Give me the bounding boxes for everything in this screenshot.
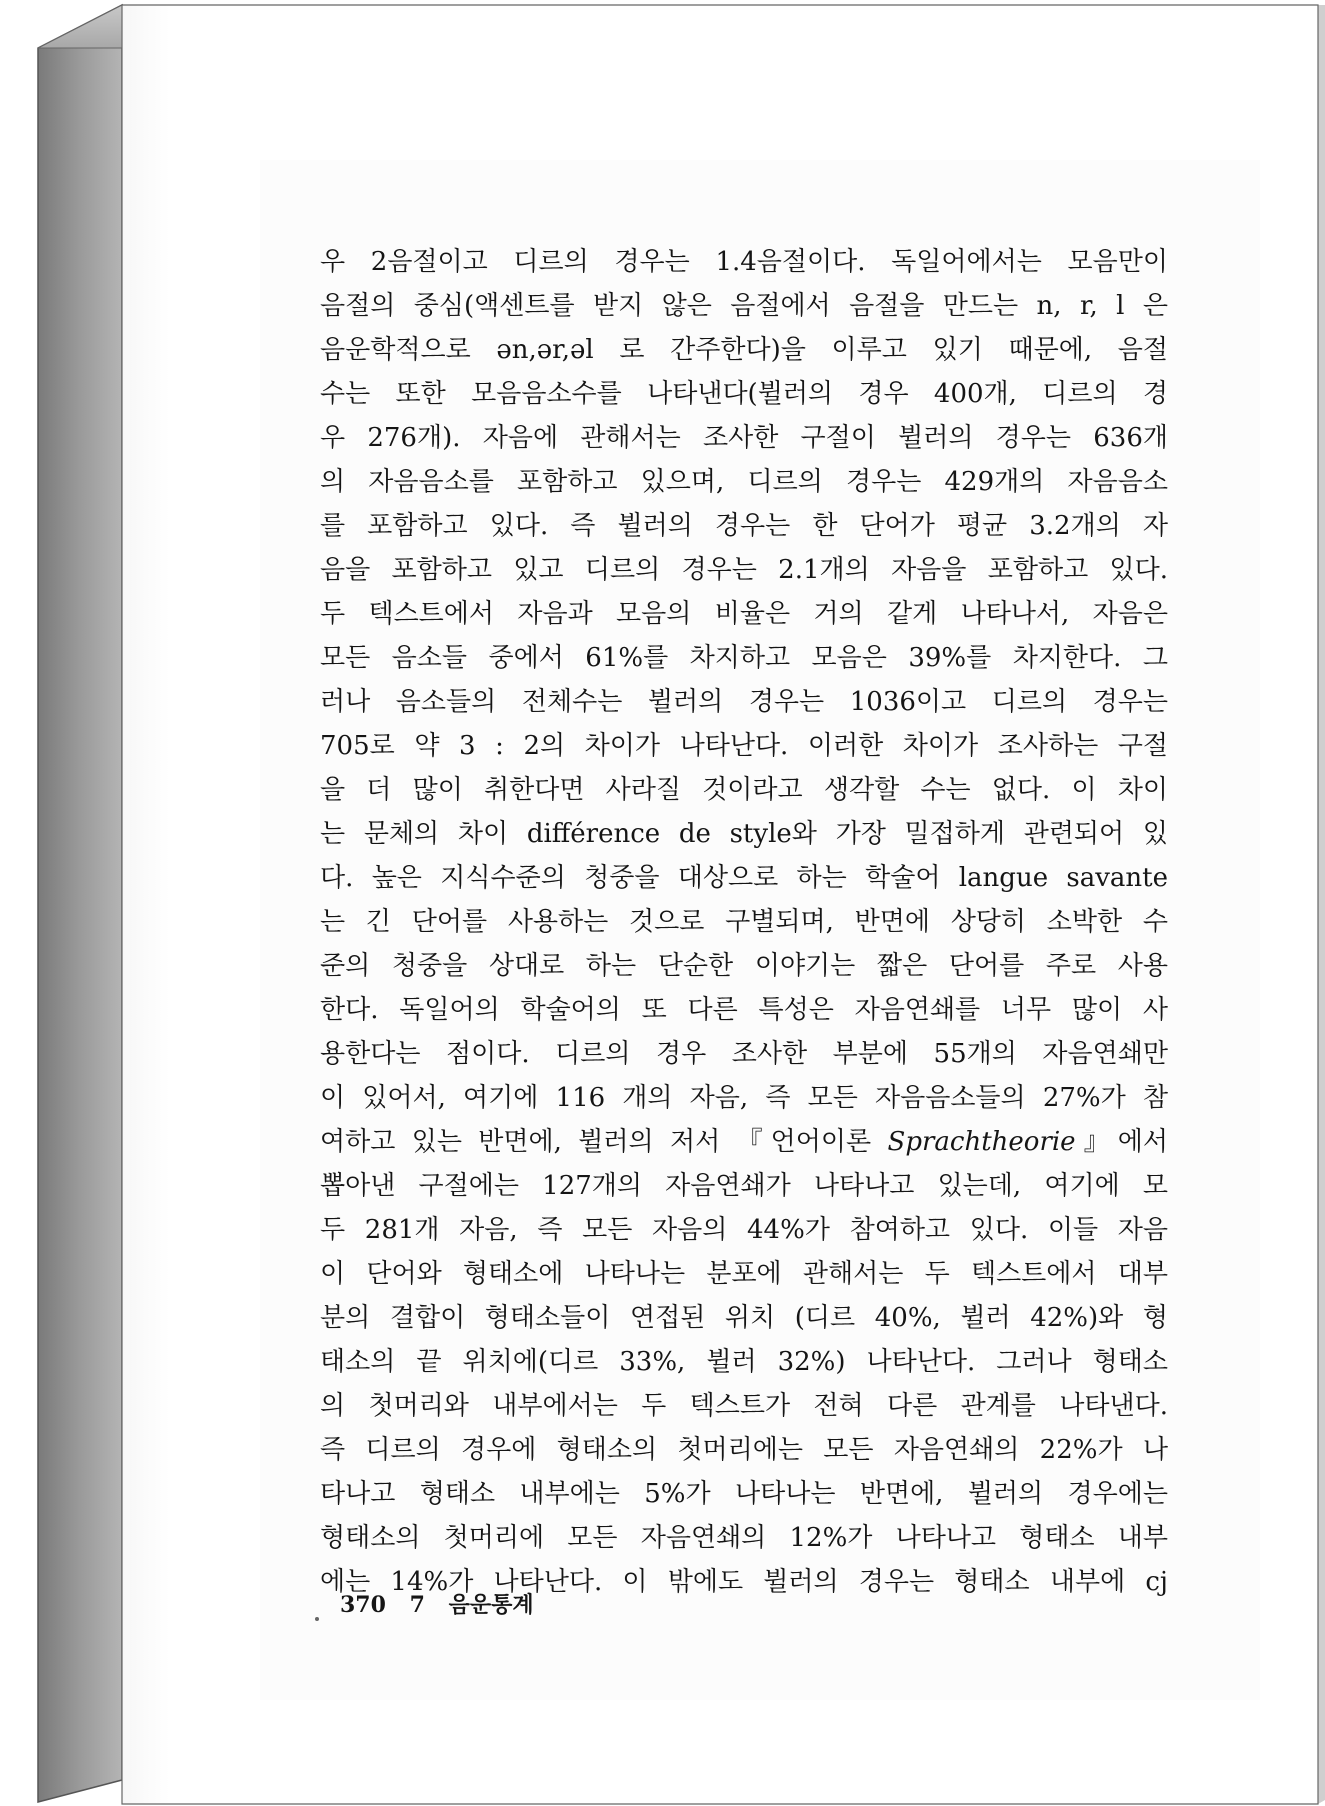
scan-dot	[315, 1617, 319, 1621]
text-line: 여하고 있는 반면에, 뷜러의 저서 『언어이론 Sprachtheorie』에서	[320, 1127, 1168, 1157]
text-line: 분의 결합이 형태소들이 연접된 위치 (디르 40%, 뷜러 42%)와 형	[320, 1303, 1168, 1333]
text-line: 두 텍스트에서 자음과 모음의 비율은 거의 같게 나타나서, 자음은	[320, 599, 1168, 629]
text-line: 즉 디르의 경우에 형태소의 첫머리에는 모든 자음연쇄의 22%가 나	[320, 1435, 1168, 1465]
text-line: 를 포함하고 있다. 즉 뷜러의 경우는 한 단어가 평균 3.2개의 자	[320, 511, 1168, 541]
text-line: 다. 높은 지식수준의 청중을 대상으로 하는 학술어 langue savante	[320, 863, 1168, 893]
body-text	[320, 240, 1168, 1604]
chapter-number: 7	[409, 1592, 425, 1618]
text-line: 이 단어와 형태소에 나타나는 분포에 관해서는 두 텍스트에서 대부	[320, 1259, 1168, 1289]
text-line: 는 긴 단어를 사용하는 것으로 구별되며, 반면에 상당히 소박한 수	[320, 907, 1168, 937]
text-line: 수는 또한 모음음소수를 나타낸다(뷜러의 경우 400개, 디르의 경	[320, 379, 1168, 409]
text-line: 형태소의 첫머리에 모든 자음연쇄의 12%가 나타나고 형태소 내부	[320, 1523, 1168, 1553]
text-line: 우 2음절이고 디르의 경우는 1.4음절이다. 독일어에서는 모음만이	[320, 247, 1168, 277]
text-line: 용한다는 점이다. 디르의 경우 조사한 부분에 55개의 자음연쇄만	[320, 1039, 1168, 1069]
book-spine	[38, 5, 122, 1802]
text-line: 의 첫머리와 내부에서는 두 텍스트가 전혀 다른 관계를 나타낸다.	[320, 1391, 1168, 1421]
text-line: 러나 음소들의 전체수는 뷜러의 경우는 1036이고 디르의 경우는	[320, 687, 1168, 717]
text-line: 을 더 많이 취한다면 사라질 것이라고 생각할 수는 없다. 이 차이	[320, 775, 1168, 805]
text-line: 우 276개). 자음에 관해서는 조사한 구절이 뷜러의 경우는 636개	[320, 423, 1168, 453]
book-right-edge	[1318, 5, 1325, 1804]
text-line: 준의 청중을 상대로 하는 단순한 이야기는 짧은 단어를 주로 사용	[320, 951, 1168, 981]
italic-title: Sprachtheorie	[887, 1127, 1076, 1157]
text-line: 음절의 중심(액센트를 받지 않은 음절에서 음절을 만드는 n, r, l 은	[320, 291, 1168, 321]
page-footer	[340, 1588, 550, 1619]
chapter-title: 음운통계	[448, 1592, 534, 1618]
text-line: 705로 약 3 : 2의 차이가 나타난다. 이러한 차이가 조사하는 구절	[320, 731, 1168, 761]
text-line: 의 자음음소를 포함하고 있으며, 디르의 경우는 429개의 자음음소	[320, 467, 1168, 497]
text-line: 음을 포함하고 있고 디르의 경우는 2.1개의 자음을 포함하고 있다.	[320, 555, 1168, 585]
text-line: 는 문체의 차이 différence de style와 가장 밀접하게 관련되어 있	[320, 819, 1168, 849]
text-line: 음운학적으로 ən,ər,əl 로 간주한다)을 이루고 있기 때문에, 음절	[320, 335, 1168, 365]
text-line: 태소의 끝 위치에(디르 33%, 뷜러 32%) 나타난다. 그러나 형태소	[320, 1347, 1168, 1377]
page-number: 370	[340, 1592, 386, 1618]
text-line: 에는 14%가 나타난다. 이 밖에도 뷜러의 경우는 형태소 내부에 cj	[320, 1567, 1168, 1597]
text-line: 타나고 형태소 내부에는 5%가 나타나는 반면에, 뷜러의 경우에는	[320, 1479, 1168, 1509]
text-line: 뽑아낸 구절에는 127개의 자음연쇄가 나타나고 있는데, 여기에 모	[320, 1171, 1168, 1201]
text-line: 한다. 독일어의 학술어의 또 다른 특성은 자음연쇄를 너무 많이 사	[320, 995, 1168, 1025]
text-line: 이 있어서, 여기에 116 개의 자음, 즉 모든 자음음소들의 27%가 참	[320, 1083, 1168, 1113]
text-line: 두 281개 자음, 즉 모든 자음의 44%가 참여하고 있다. 이들 자음	[320, 1215, 1168, 1245]
text-line: 모든 음소들 중에서 61%를 차지하고 모음은 39%를 차지한다. 그	[320, 643, 1168, 673]
